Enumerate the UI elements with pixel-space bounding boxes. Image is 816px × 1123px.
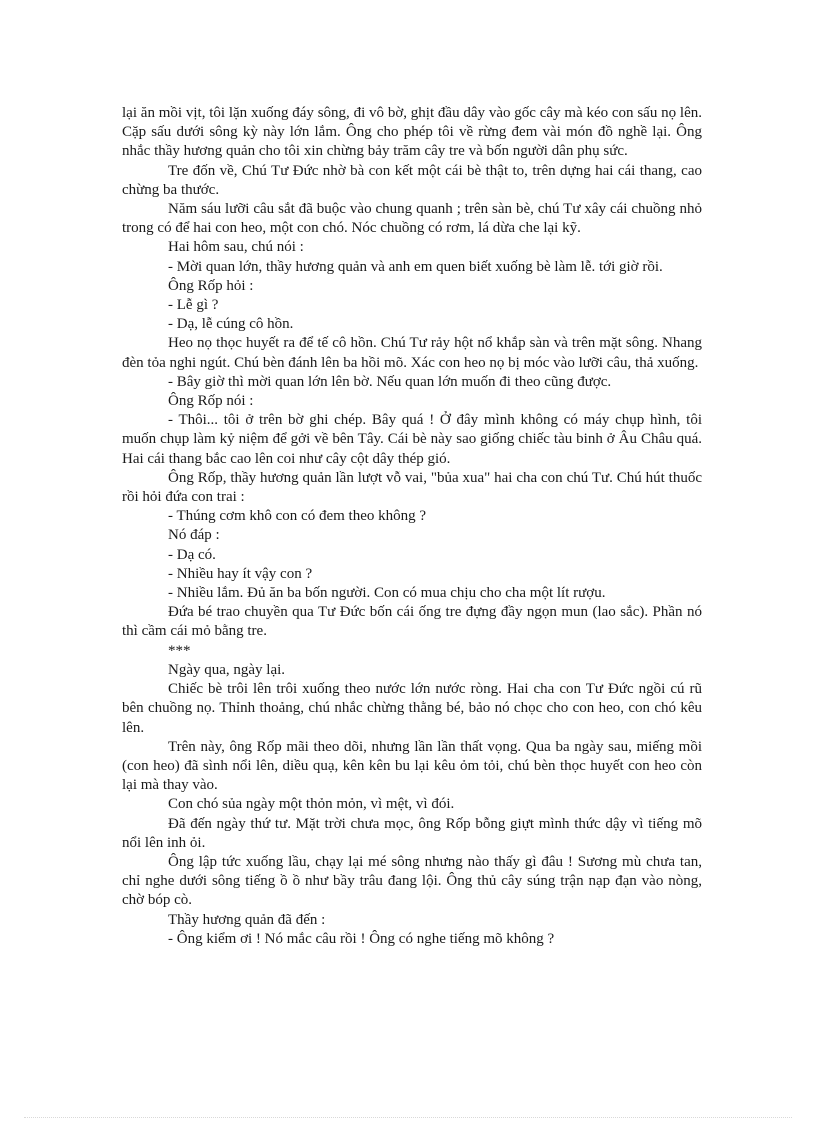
paragraph: - Mời quan lớn, thầy hương quản và anh em quen biết xuống bè làm lễ. tới giờ rồi. [168,258,663,275]
paragraph: - Dạ, lễ cúng cô hồn. [168,316,294,333]
document-body [122,104,702,949]
paragraph: Trên này, ông Rốp mãi theo dõi, nhưng lần lần thất vọng. Qua ba ngày sau, miếng mồi (con heo) đã sình nổi lên, diều quạ, kên kên bu lại kêu ỏm tỏi, chú bèn thọc huyết con heo còn lại mà thay vào. [122,738,702,794]
paragraph: - Nhiều lắm. Đủ ăn ba bốn người. Con có mua chịu cho cha một lít rượu. [168,585,606,602]
paragraph: Nó đáp : [168,527,220,544]
paragraph: Ông Rốp nói : [168,393,254,410]
paragraph: Đứa bé trao chuyền qua Tư Đức bốn cái ống tre đựng đầy ngọn mun (lao sắc). Phần nó thì cầm cái mỏ bằng tre. [122,604,702,640]
paragraph: Đã đến ngày thứ tư. Mặt trời chưa mọc, ông Rốp bỗng giựt mình thức dậy vì tiếng mõ nổi lên inh ỏi. [122,815,702,851]
paragraph: - Thúng cơm khô con có đem theo không ? [168,508,427,525]
paragraph: Heo nọ thọc huyết ra để tế cô hồn. Chú Tư rảy hột nổ khắp sàn và trên mặt sông. Nhang đèn tỏa nghi ngút. Chú bèn đánh lên ba hồi mõ. Xác con heo nọ bị móc vào lưỡi câu, thả xuống. [122,335,702,371]
paragraph: - Lễ gì ? [168,297,219,314]
paragraph: Ngày qua, ngày lại. [168,661,286,678]
paragraph: - Nhiều hay ít vậy con ? [168,565,313,582]
paragraph: Con chó sủa ngày một thỏn mỏn, vì mệt, vì đói. [168,796,455,813]
paragraph: lại ăn mồi vịt, tôi lặn xuống đáy sông, đi vô bờ, ghịt đầu dây vào gốc cây mà kéo con sấu nọ lên. Cặp sấu dưới sông kỳ này lớn lắm. Ông cho phép tôi về rừng đem vài món đồ nghề lại. Ông nhắc thầy hương quản cho tôi xin chừng bảy trăm cây tre và bốn người dân phụ sức. [122,105,702,160]
paragraph: - Ông kiểm ơi ! Nó mắc câu rồi ! Ông có nghe tiếng mõ không ? [168,930,555,947]
page-bottom-divider [24,1117,792,1118]
paragraph: Hai hôm sau, chú nói : [168,239,304,256]
paragraph: Ông Rốp, thầy hương quản lần lượt vỗ vai, "bủa xua" hai cha con chú Tư. Chú hút thuốc rồi hỏi đứa con trai : [122,469,702,506]
paragraph: Chiếc bè trôi lên trôi xuống theo nước lớn nước ròng. Hai cha con Tư Đức ngồi cú rũ bên chuồng nọ. Thỉnh thoảng, chú nhắc chừng thằng bé, bảo nó chọc cho con heo, con chó kêu lên. [122,681,702,736]
paragraph: - Thôi... tôi ở trên bờ ghi chép. Bây quá ! Ở đây mình không có máy chụp hình, tôi muốn chụp làm kỷ niệm để gởi về bên Tây. Cái bè này sao giống chiếc tàu binh ở Âu Châu quá. Hai cái thang bắc cao lên coi như cây cột dây thép gió. [122,412,702,467]
paragraph: *** [168,642,191,659]
paragraph: - Dạ có. [168,546,216,563]
paragraph: Ông Rốp hỏi : [168,277,254,294]
paragraph: Thầy hương quản đã đến : [168,911,326,928]
paragraph: Tre đốn về, Chú Tư Đức nhờ bà con kết một cái bè thật to, trên dựng hai cái thang, cao chừng ba thước. [122,162,702,198]
paragraph: - Bây giờ thì mời quan lớn lên bờ. Nếu quan lớn muốn đi theo cũng được. [168,373,612,390]
paragraph: Ông lập tức xuống lầu, chạy lại mé sông nhưng nào thấy gì đâu ! Sương mù chưa tan, chỉ nghe dưới sông tiếng ồ ồ như bầy trâu đang lội. Ông thủ cây súng trận nạp đạn vào nòng, chờ bóp cò. [122,853,702,909]
paragraph: Năm sáu lưỡi câu sắt đã buộc vào chung quanh ; trên sàn bè, chú Tư xây cái chuồng nhỏ trong có để hai con heo, một con chó. Nóc chuồng có rơm, lá dừa che lại kỹ. [122,201,702,237]
